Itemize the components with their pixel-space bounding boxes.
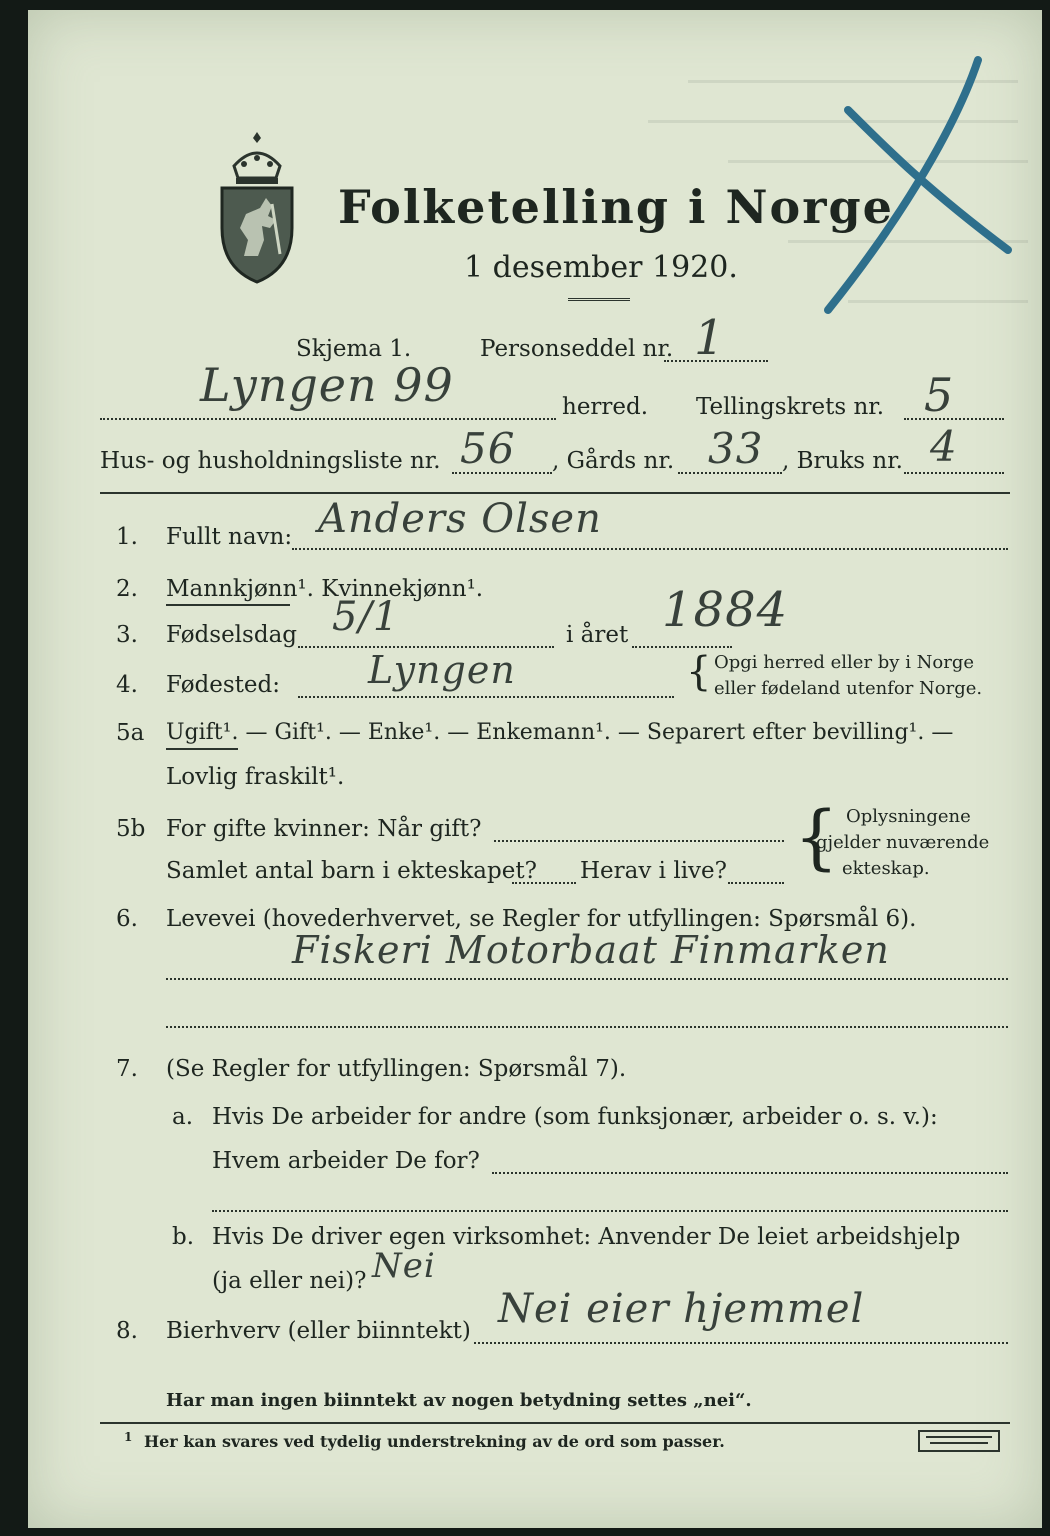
q3-label: Fødselsdag (166, 622, 298, 648)
form-title: Folketelling i Norge (338, 180, 894, 234)
side-income-field-line (474, 1342, 1008, 1344)
q8-label: Bierhverv (eller biinntekt) (166, 1318, 471, 1344)
q7-label: (Se Regler for utfyllingen: Spørsmål 7). (166, 1056, 627, 1082)
q7b-sub-label: (ja eller nei)? (212, 1268, 367, 1294)
children-field-line (512, 882, 576, 884)
bruks-value[interactable]: 4 (930, 422, 958, 471)
occupation-value[interactable]: Fiskeri Motorbaat Finmarken (292, 928, 890, 972)
footer-divider (100, 1422, 1010, 1424)
tellingskrets-value[interactable]: 5 (924, 368, 955, 422)
q7b-label: Hvis De driver egen virksomhet: Anvender De leiet arbeidshjelp (212, 1224, 961, 1250)
herred-field-line (100, 418, 556, 420)
occupation-field-line-2 (166, 1026, 1008, 1028)
q4-note-2: eller fødeland utenfor Norge. (714, 678, 983, 699)
husliste-label: Hus- og husholdningsliste nr. (100, 448, 441, 474)
q1-label: Fullt navn: (166, 524, 293, 550)
birthday-value[interactable]: 5/1 (332, 594, 400, 640)
marital-status-options[interactable]: Ugift¹. — Gift¹. — Enke¹. — Enkemann¹. — Separert efter bevilling¹. — (166, 720, 954, 745)
q3-number: 3. (116, 622, 138, 648)
q5b-note-2: gjelder nuværende (816, 832, 990, 853)
title-ornament-divider (568, 298, 630, 301)
blue-cross-mark (788, 50, 1018, 320)
q6-number: 6. (116, 906, 138, 932)
alive-field-line (728, 882, 784, 884)
q5b-label-married-when: For gifte kvinner: Når gift? (166, 816, 482, 842)
skjema-label: Skjema 1. (296, 336, 412, 362)
occupation-field-line-1 (166, 978, 1008, 980)
norway-coat-of-arms-icon (214, 128, 300, 286)
census-form (28, 10, 1042, 1528)
q5a-number: 5a (116, 720, 145, 746)
footnote-number: 1 (124, 1430, 133, 1444)
q1-field-line (292, 548, 1008, 550)
hired-help-value[interactable]: Nei (372, 1246, 436, 1286)
employer-field-line-1 (492, 1172, 1008, 1174)
married-when-field-line (494, 840, 784, 842)
herred-value[interactable]: Lyngen 99 (200, 358, 454, 412)
marital-underline-mark (166, 748, 238, 750)
gender-underline-mark (166, 604, 290, 606)
side-income-value[interactable]: Nei eier hjemmel (498, 1286, 865, 1332)
census-date: 1 desember 1920. (464, 250, 738, 285)
tellingskrets-label: Tellingskrets nr. (696, 394, 885, 420)
personseddel-label: Personseddel nr. (480, 336, 674, 362)
birthplace-value[interactable]: Lyngen (368, 648, 516, 692)
q5b-bracket: { (794, 796, 839, 878)
q1-number: 1. (116, 524, 138, 550)
full-name-value[interactable]: Anders Olsen (318, 496, 602, 542)
footnote-text: Her kan svares ved tydelig understrekning av de ord som passer. (144, 1432, 725, 1451)
q2-number: 2. (116, 576, 138, 602)
gards-value[interactable]: 33 (708, 424, 764, 473)
q4-bracket: { (686, 649, 712, 695)
gender-options[interactable]: Mannkjønn¹. Kvinnekjønn¹. (166, 576, 484, 602)
birth-year-label: i året (566, 622, 629, 648)
q5b-note-1: Oplysningene (846, 806, 971, 827)
birth-year-value[interactable]: 1884 (662, 582, 789, 638)
q5b-label-alive: Herav i live? (580, 858, 727, 884)
section-divider (100, 492, 1010, 494)
q7a-sub-label: Hvem arbeider De for? (212, 1148, 480, 1174)
bruks-field-line (904, 472, 1004, 474)
q7a-label: Hvis De arbeider for andre (som funksjonær, arbeider o. s. v.): (212, 1104, 938, 1130)
q4-number: 4. (116, 672, 138, 698)
q7a-letter: a. (172, 1104, 194, 1130)
q7-number: 7. (116, 1056, 138, 1082)
marital-status-options-2[interactable]: Lovlig fraskilt¹. (166, 764, 345, 790)
bruks-label: , Bruks nr. (782, 448, 903, 474)
q4-note-1: Opgi herred eller by i Norge (714, 652, 975, 673)
printer-stamp-icon (918, 1430, 1000, 1452)
personseddel-value[interactable]: 1 (694, 310, 726, 366)
gards-label: , Gårds nr. (552, 448, 675, 474)
q5b-number: 5b (116, 816, 146, 842)
q5b-label-children: Samlet antal barn i ekteskapet? (166, 858, 537, 884)
husliste-value[interactable]: 56 (460, 424, 516, 473)
q6-label: Levevei (hovederhvervet, se Regler for utfyllingen: Spørsmål 6). (166, 906, 917, 932)
employer-field-line-2 (212, 1210, 1008, 1212)
q5b-note-3: ekteskap. (842, 858, 930, 879)
footer-note: Har man ingen biinntekt av nogen betydning settes „nei“. (166, 1390, 752, 1411)
birth-year-field-line (632, 646, 732, 648)
q4-label: Fødested: (166, 672, 281, 698)
q7b-letter: b. (172, 1224, 195, 1250)
birthplace-field-line (298, 696, 674, 698)
q8-number: 8. (116, 1318, 138, 1344)
herred-label: herred. (562, 394, 649, 420)
